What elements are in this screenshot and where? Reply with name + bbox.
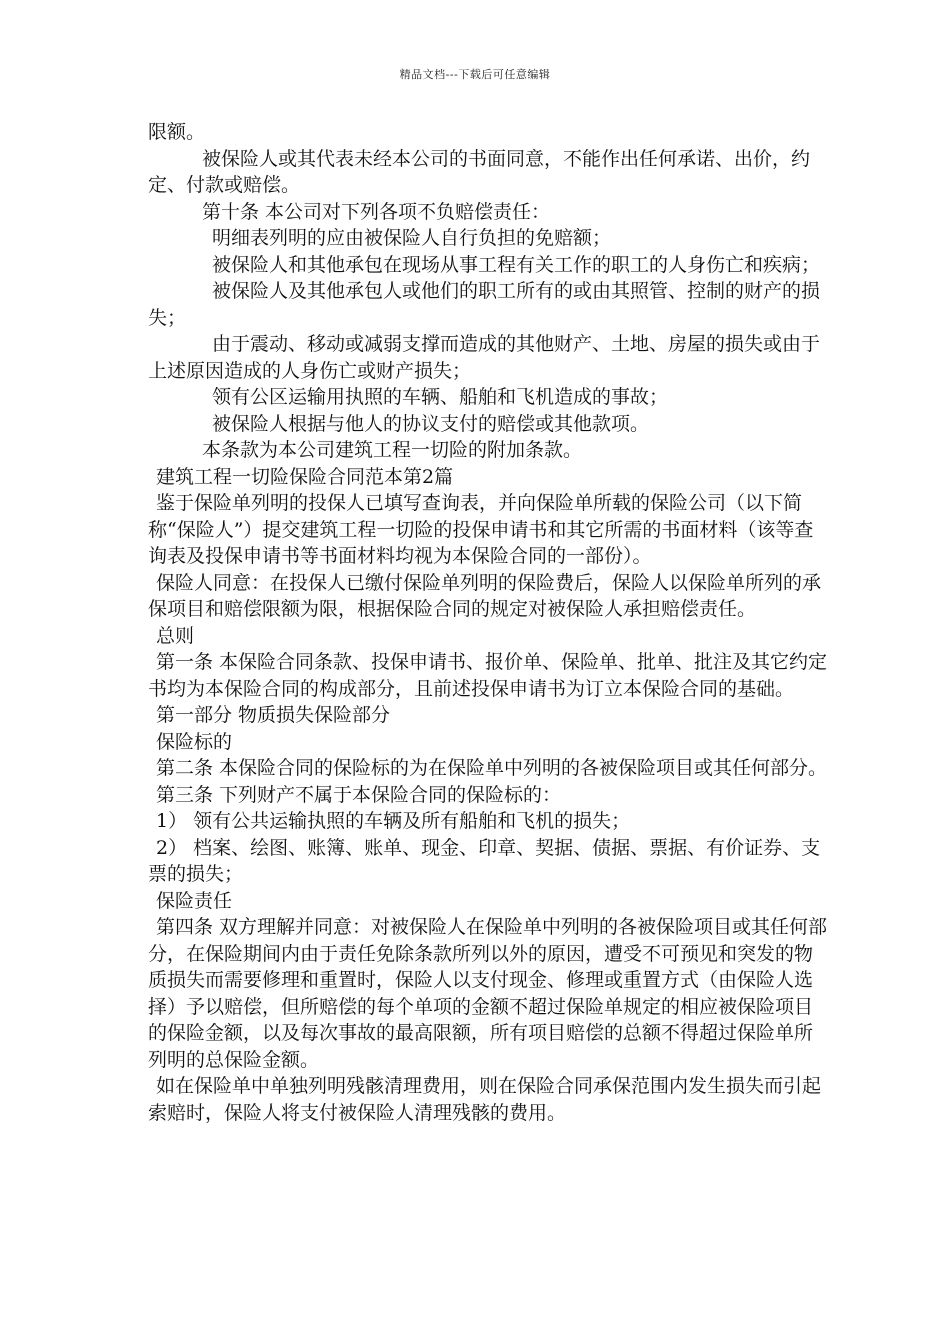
paragraph: 第三条 下列财产不属于本保险合同的保险标的： [156,783,562,806]
section-heading: 总则 [156,624,195,647]
section-heading: 保险标的 [156,730,233,753]
paragraph: 限额。 [148,121,206,143]
page-header: 精品文档---下载后可任意编辑 [399,68,551,81]
paragraph: 如在保险单中单独列明残骸清理费用，则在保险合同承保范围内发生损失而引起索赔时，保险人将支付被保险人清理残骸的费用。 [148,1075,822,1124]
section-heading: 保险责任 [156,889,233,912]
paragraph: 领有公区运输用执照的车辆、船舶和飞机造成的事故； [212,386,669,408]
paragraph: 第十条 本公司对下列各项不负赔偿责任： [202,200,551,223]
paragraph: 鉴于保险单列明的投保人已填写查询表，并向保险单所载的保险公司（以下简称“保险人”）提交建筑工程一切险的投保申请书和其它所需的书面材料（该等查询表及投保申请书等书面材料均视为本保险合同的一部份）。 [148,492,814,567]
paragraph: 被保险人及其他承包人或他们的职工所有的或由其照管、控制的财产的损失； [148,280,821,329]
paragraph: 保险人同意：在投保人已缴付保险单列明的保险费后，保险人以保险单所列的承保项目和赔偿限额为限，根据保险合同的规定对被保险人承担赔偿责任。 [148,571,822,620]
paragraph: 第四条 双方理解并同意：对被保险人在保险单中列明的各被保险项目或其任何部分，在保险期间内由于责任免除条款所列以外的原因，遭受不可预见和突发的物质损失而需要修理和重置时，保险人以支付现金、修理或重置方式（由保险人选择）予以赔偿，但所赔偿的每个单项的金额不超过保险单规定的相应被保险项目的保险金额，以及每次事故的最高限额，所有项目赔偿的总额不得超过保险单所列明的总保险金额。 [148,916,828,1071]
paragraph: 被保险人或其代表未经本公司的书面同意，不能作出任何承诺、出价，约定、付款或赔偿。 [148,147,811,196]
list-item: 2） 档案、绘图、账簿、账单、现金、印章、契据、债据、票据、有价证券、支票的损失； [148,836,821,885]
paragraph: 被保险人根据与他人的协议支付的赔偿或其他款项。 [212,412,650,435]
paragraph: 由于震动、移动或减弱支撑而造成的其他财产、土地、房屋的损失或由于上述原因造成的人身伤亡或财产损失； [148,333,821,382]
paragraph: 明细表列明的应由被保险人自行负担的免赔额； [212,227,612,249]
document-body [148,119,828,1126]
paragraph: 被保险人和其他承包在现场从事工程有关工作的职工的人身伤亡和疾病； [212,253,821,276]
section-heading: 第一部分 物质损失保险部分 [156,704,391,726]
paragraph: 第二条 本保险合同的保险标的为在保险单中列明的各被保险项目或其任何部分。 [156,757,828,779]
paragraph: 第一条 本保险合同条款、投保申请书、报价单、保险单、批单、批注及其它约定书均为本保险合同的构成部分，且前述投保申请书为订立本保险合同的基础。 [148,651,828,700]
section-title: 建筑工程一切险保险合同范本第2篇 [156,465,454,488]
paragraph: 本条款为本公司建筑工程一切险的附加条款。 [202,439,583,461]
list-item: 1） 领有公共运输执照的车辆及所有船舶和飞机的损失； [156,810,631,832]
